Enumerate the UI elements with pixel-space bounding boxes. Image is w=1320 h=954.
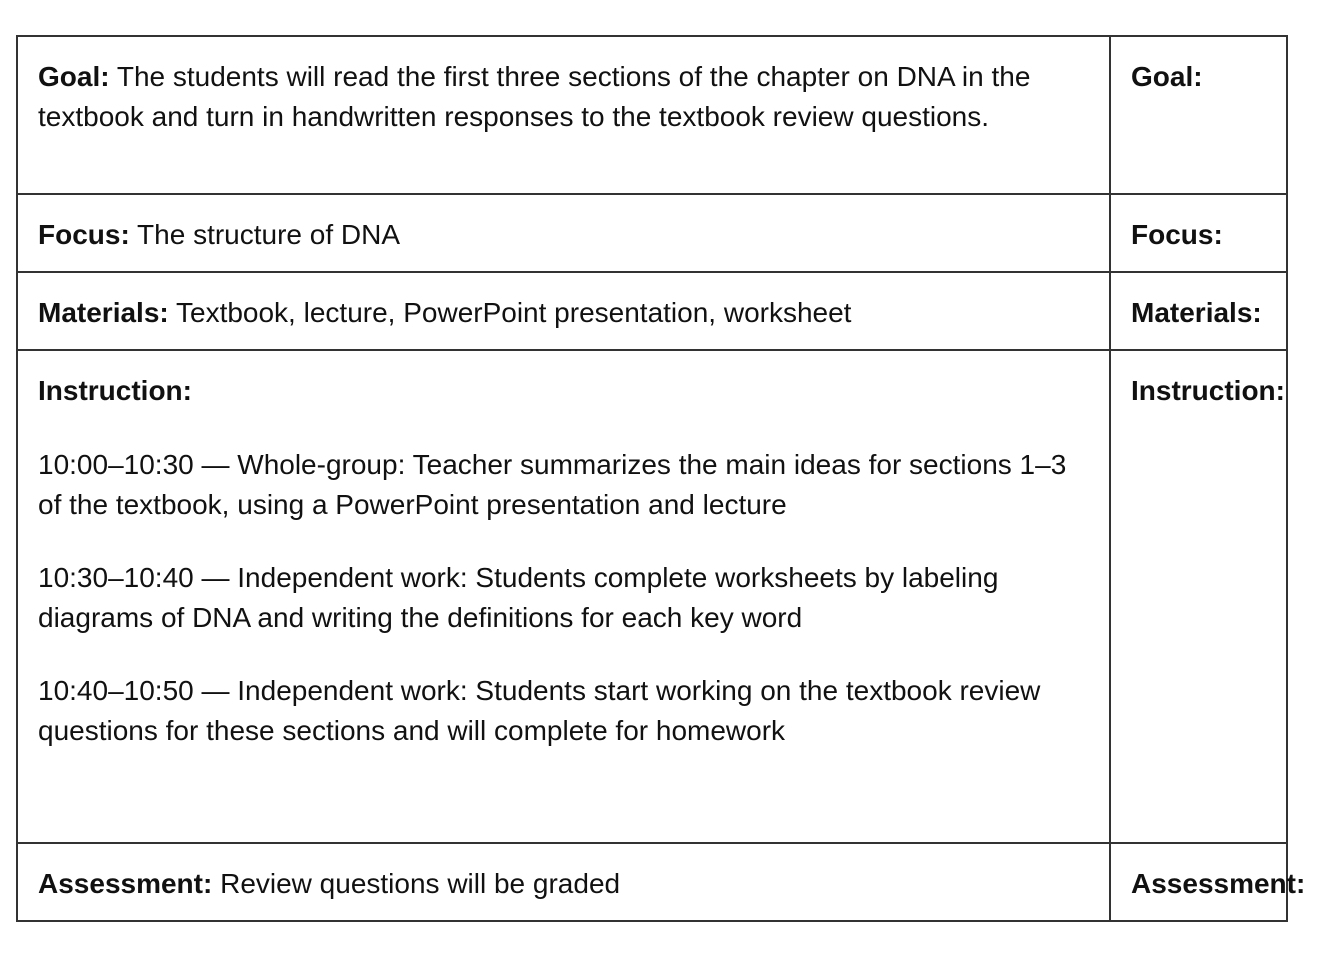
assessment-cell xyxy=(17,843,1110,921)
assessment-label: Assessment: xyxy=(38,868,213,899)
goal-cell xyxy=(17,36,1110,194)
materials-side-label: Materials: xyxy=(1131,297,1262,328)
instruction-item: 10:40–10:50 — Independent work: Students start working on the textbook review questions for these sections and will complete for homework xyxy=(38,675,1041,746)
goal-side-label: Goal: xyxy=(1131,61,1203,92)
focus-row xyxy=(17,194,1287,272)
focus-cell xyxy=(17,194,1110,272)
instruction-row xyxy=(17,350,1287,843)
goal-side-cell xyxy=(1110,36,1287,194)
lesson-plan-table xyxy=(16,35,1306,922)
assessment-row xyxy=(17,843,1287,921)
focus-text: The structure of DNA xyxy=(129,219,401,250)
instruction-cell xyxy=(17,350,1110,843)
materials-label: Materials: xyxy=(38,297,169,328)
assessment-side-cell xyxy=(1110,843,1306,921)
assessment-side-label: Assessment: xyxy=(1131,868,1306,899)
instruction-item: 10:00–10:30 — Whole-group: Teacher summarizes the main ideas for sections 1–3 of the textbook, using a PowerPoint presentation and lecture xyxy=(38,449,1067,520)
instruction-item: 10:30–10:40 — Independent work: Students complete worksheets by labeling diagrams of DNA and writing the definitions for each key word xyxy=(38,562,999,633)
materials-text: Textbook, lecture, PowerPoint presentation, worksheet xyxy=(168,297,852,328)
instruction-side-label: Instruction: xyxy=(1131,375,1285,406)
instruction-label: Instruction: xyxy=(38,375,192,406)
assessment-text: Review questions will be graded xyxy=(212,868,621,899)
materials-side-cell xyxy=(1110,272,1287,350)
focus-side-label: Focus: xyxy=(1131,219,1223,250)
materials-cell xyxy=(17,272,1110,350)
goal-row xyxy=(17,36,1287,194)
materials-row xyxy=(17,272,1287,350)
goal-label: Goal: xyxy=(38,61,110,92)
focus-label: Focus: xyxy=(38,219,130,250)
goal-text: The students will read the first three sections of the chapter on DNA in the textbook and turn in handwritten responses to the textbook review questions. xyxy=(38,61,1031,132)
instruction-side-cell xyxy=(1110,350,1287,843)
focus-side-cell xyxy=(1110,194,1287,272)
